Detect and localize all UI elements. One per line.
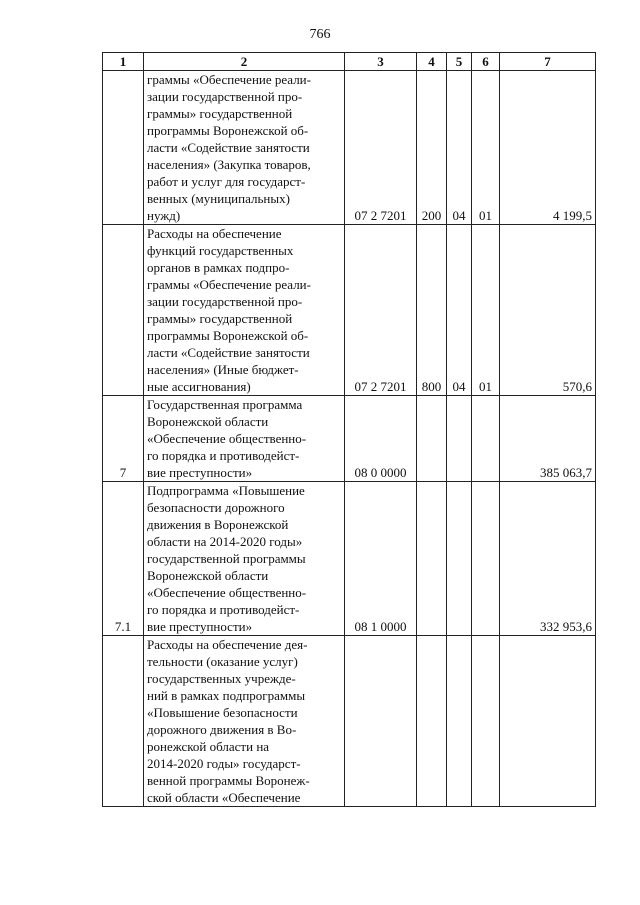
- row-col-6: [472, 636, 500, 807]
- row-amount: 385 063,7: [500, 396, 596, 482]
- header-col-7: 7: [500, 53, 596, 71]
- header-col-4: 4: [417, 53, 447, 71]
- row-col-5: 04: [447, 225, 472, 396]
- row-name: Расходы на обеспечение функций государственных органов в рамках подпро- граммы «Обеспечение реали- зации государственной про- граммы» государственной программы Воронежской об- ласти «Содействие занятости населения» (Иные бюджет- ные ассигнования): [144, 225, 345, 396]
- row-code: 08 0 0000: [345, 396, 417, 482]
- row-amount: 570,6: [500, 225, 596, 396]
- row-code: 07 2 7201: [345, 71, 417, 225]
- header-col-2: 2: [144, 53, 345, 71]
- header-row: [103, 53, 596, 71]
- header-col-5: 5: [447, 53, 472, 71]
- row-col-4: [417, 636, 447, 807]
- row-col-6: 01: [472, 225, 500, 396]
- row-col-5: 04: [447, 71, 472, 225]
- header-col-3: 3: [345, 53, 417, 71]
- row-number: 7: [103, 396, 144, 482]
- row-col-6: [472, 396, 500, 482]
- row-amount: 4 199,5: [500, 71, 596, 225]
- table-row: [103, 225, 596, 396]
- header-col-1: 1: [103, 53, 144, 71]
- table-row: [103, 636, 596, 807]
- row-number: 7.1: [103, 482, 144, 636]
- row-col-4: [417, 396, 447, 482]
- row-code: 07 2 7201: [345, 225, 417, 396]
- row-number: [103, 71, 144, 225]
- row-col-5: [447, 396, 472, 482]
- row-code: [345, 636, 417, 807]
- table-row: [103, 482, 596, 636]
- table-row: [103, 396, 596, 482]
- row-amount: 332 953,6: [500, 482, 596, 636]
- row-name: граммы «Обеспечение реали- зации государственной про- граммы» государственной программы Воронежской об- ласти «Содействие занятости населения» (Закупка товаров, работ и услуг для государст- венных (муниципальных) нужд): [144, 71, 345, 225]
- table-row: [103, 71, 596, 225]
- row-col-6: [472, 482, 500, 636]
- row-col-6: 01: [472, 71, 500, 225]
- row-amount: [500, 636, 596, 807]
- budget-table: [102, 52, 596, 807]
- row-col-5: [447, 482, 472, 636]
- row-col-4: [417, 482, 447, 636]
- row-code: 08 1 0000: [345, 482, 417, 636]
- row-col-4: 800: [417, 225, 447, 396]
- header-col-6: 6: [472, 53, 500, 71]
- row-number: [103, 636, 144, 807]
- row-col-4: 200: [417, 71, 447, 225]
- page-number: 766: [309, 27, 331, 42]
- row-col-5: [447, 636, 472, 807]
- row-name: Расходы на обеспечение дея- тельности (оказание услуг) государственных учрежде- ний в рамках подпрограммы «Повышение безопасности дорожного движения в Во- ронежской области на 2014-2020 годы» государст- венной программы Воронеж- ской области «Обеспечение: [144, 636, 345, 807]
- row-number: [103, 225, 144, 396]
- row-name: Подпрограмма «Повышение безопасности дорожного движения в Воронежской области на 2014-2020 годы» государственной программы Воронежской области «Обеспечение общественно- го порядка и противодейст- вие преступности»: [144, 482, 345, 636]
- row-name: Государственная программа Воронежской области «Обеспечение общественно- го порядка и противодейст- вие преступности»: [144, 396, 345, 482]
